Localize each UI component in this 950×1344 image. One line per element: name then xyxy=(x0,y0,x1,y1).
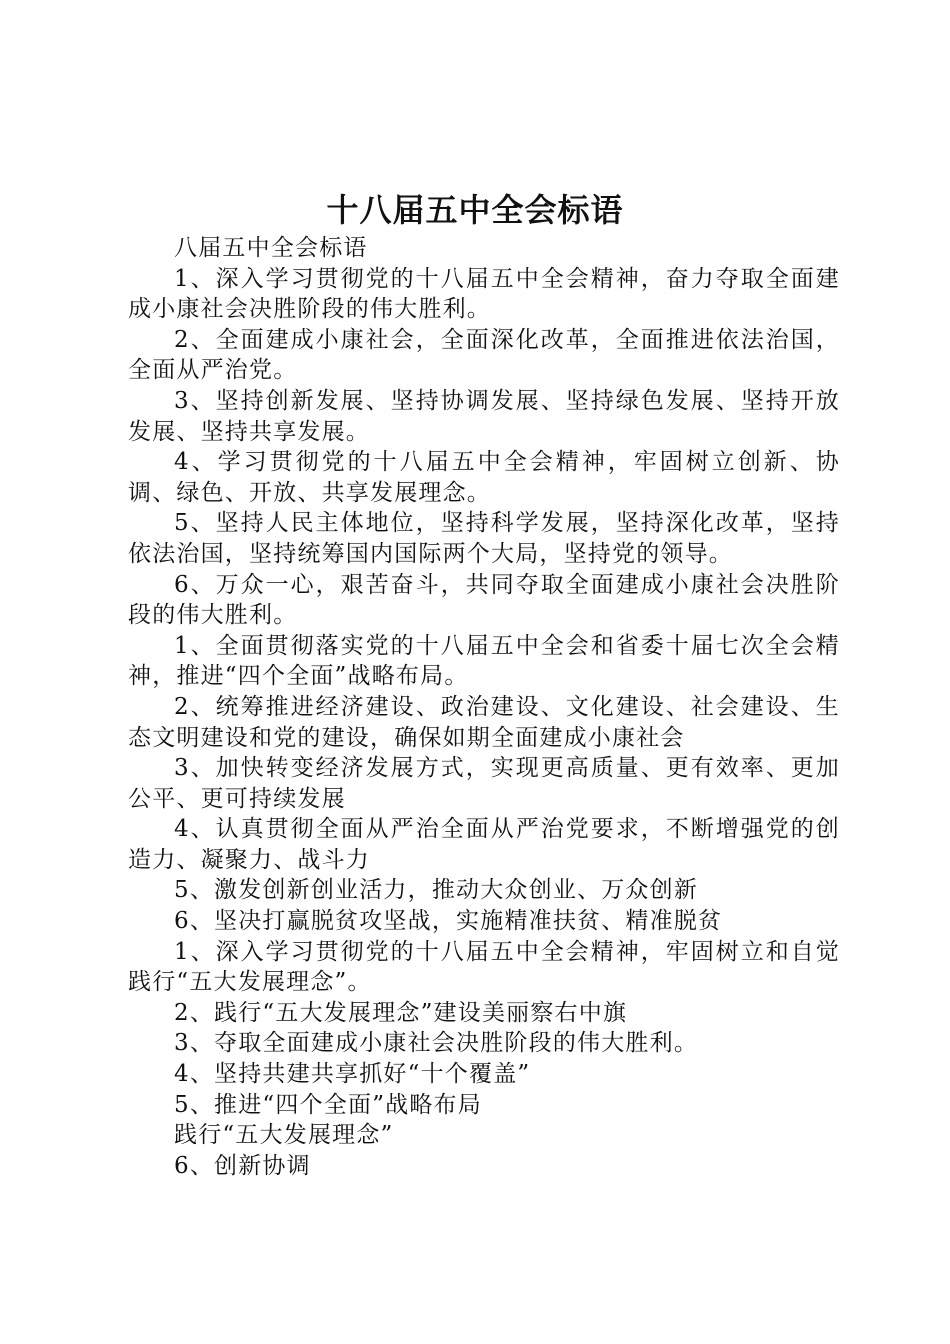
paragraph: 5、坚持人民主体地位，坚持科学发展，坚持深化改革，坚持依法治国，坚持统筹国内国际两个大局，坚持党的领导。 xyxy=(128,510,840,567)
paragraph: 5、激发创新创业活力，推动大众创业、万众创新 xyxy=(174,877,699,904)
paragraph: 6、万众一心，艰苦奋斗，共同夺取全面建成小康社会决胜阶段的伟大胜利。 xyxy=(128,571,840,629)
paragraph: 1、全面贯彻落实党的十八届五中全会和省委十届七次全会精神，推进“四个全面”战略布局。 xyxy=(128,632,840,690)
paragraph: 3、坚持创新发展、坚持协调发展、坚持绿色发展、坚持开放发展、坚持共享发展。 xyxy=(128,387,840,445)
paragraph: 2、践行“五大发展理念”建设美丽察右中旗 xyxy=(174,999,628,1026)
paragraph: 6、坚决打赢脱贫攻坚战，实施精准扶贫、精准脱贫 xyxy=(174,908,723,935)
paragraph: 4、坚持共建共享抓好“十个覆盖” xyxy=(174,1061,531,1088)
paragraph: 1、深入学习贯彻党的十八届五中全会精神，牢固树立和自觉践行“五大发展理念”。 xyxy=(128,938,840,996)
paragraph: 3、夺取全面建成小康社会决胜阶段的伟大胜利。 xyxy=(174,1030,699,1057)
paragraph: 4、学习贯彻党的十八届五中全会精神，牢固树立创新、协调、绿色、开放、共享发展理念。 xyxy=(128,449,840,506)
paragraph: 3、加快转变经济发展方式，实现更高质量、更有效率、更加公平、更可持续发展 xyxy=(128,755,840,812)
paragraph: 践行“五大发展理念” xyxy=(174,1122,394,1149)
paragraph: 5、推进“四个全面”战略布局 xyxy=(174,1091,482,1118)
paragraph: 6、创新协调 xyxy=(174,1152,311,1179)
paragraph: 八届五中全会标语 xyxy=(174,235,368,261)
paragraph: 2、全面建成小康社会，全面深化改革，全面推进依法治国，全面从严治党。 xyxy=(128,326,840,384)
paragraph: 2、统筹推进经济建设、政治建设、文化建设、社会建设、生态文明建设和党的建设，确保如期全面建成小康社会 xyxy=(128,693,840,751)
page-title: 十八届五中全会标语 xyxy=(326,191,624,229)
document-body xyxy=(128,233,840,1181)
paragraph: 1、深入学习贯彻党的十八届五中全会精神，奋力夺取全面建成小康社会决胜阶段的伟大胜利。 xyxy=(128,265,840,323)
paragraph: 4、认真贯彻全面从严治全面从严治党要求，不断增强党的创造力、凝聚力、战斗力 xyxy=(128,816,840,873)
